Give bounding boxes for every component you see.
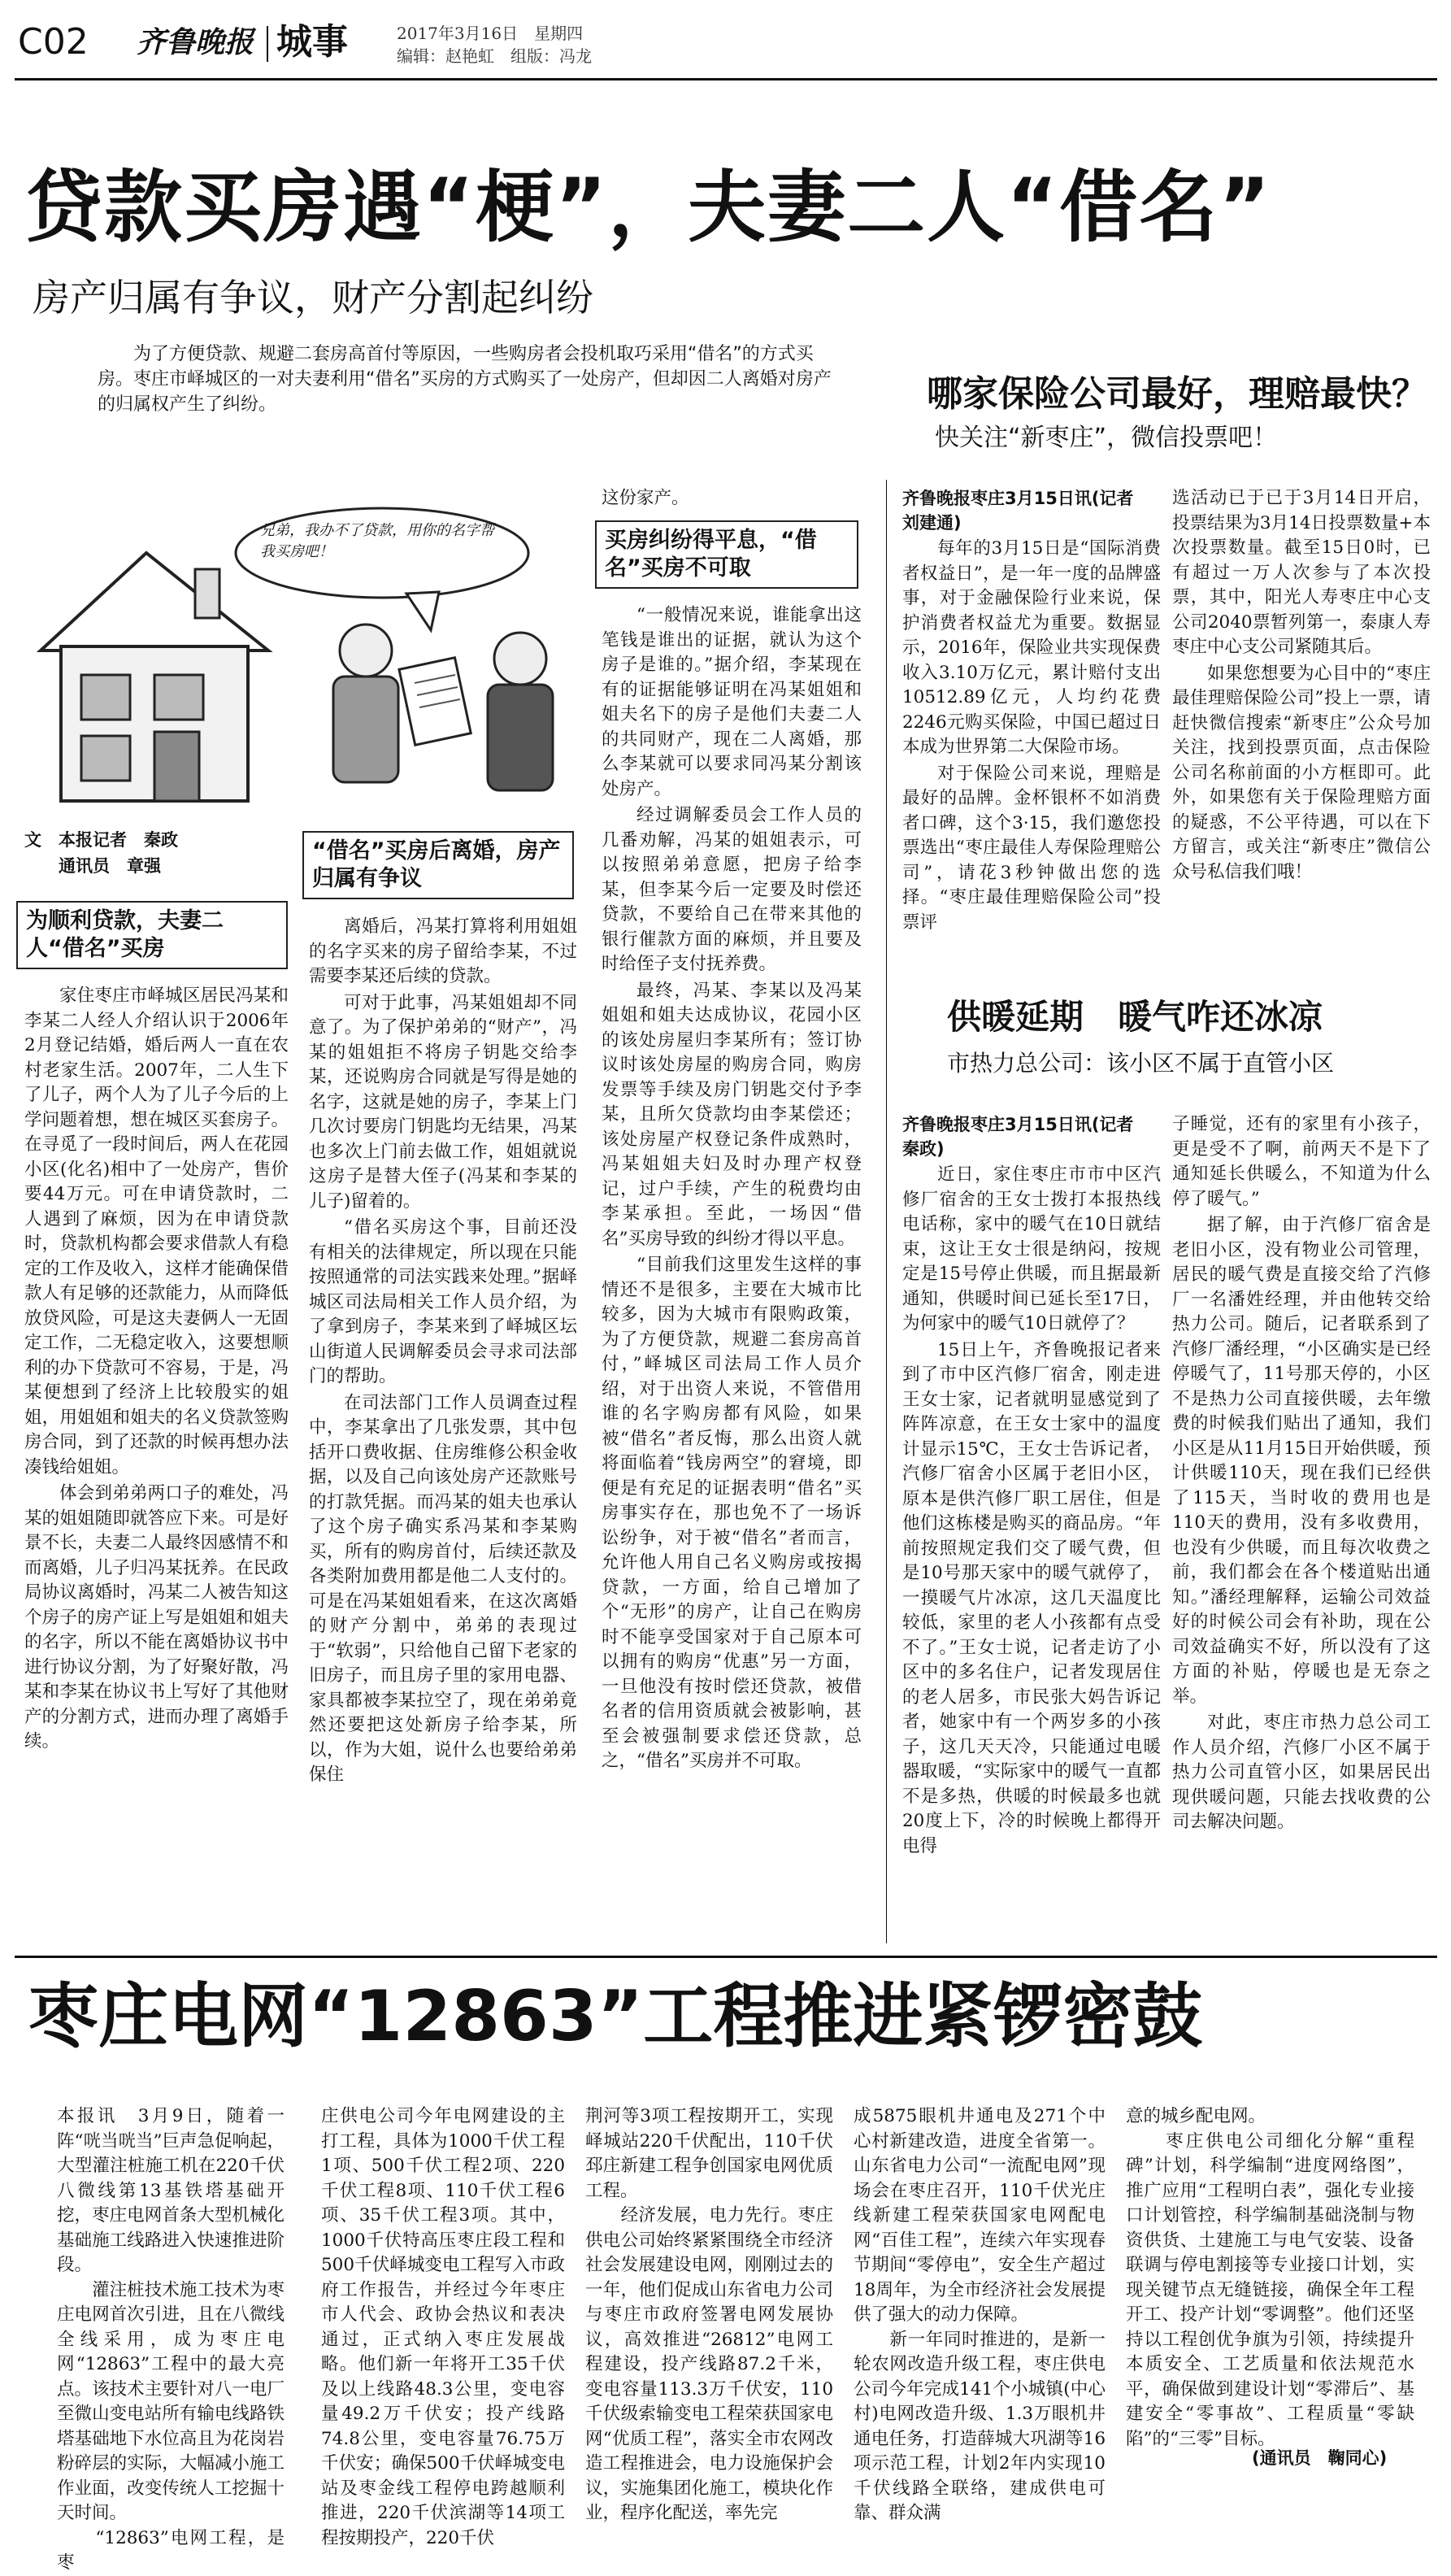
paragraph: 在司法部门工作人员调查过程中，李某拿出了几张发票，其中包括开口费收据、住房维修公积金收据，以及自己向该处房产还款账号的打款凭据。而冯某的姐夫也承认了这个房子确实系冯某和李某购买，所有的购房首付，后续还款及各类附加费用都是他二人支付的。可是在冯某姐姐看来，在这次离婚的财产分割中，弟弟的表现过于“软弱”，只给他自己留下老家的旧房子，而且房子里的家用电器、家具都被李某拉空了，现在弟弟竟然还要把这处新房子给李某，所以，作为大姐，说什么也要给弟弟保住 xyxy=(309,1392,577,1785)
paragraph: 对于保险公司来说，理赔是最好的品牌。金杯银杯不如消费者口碑，这个3·15，我们邀您投票选出“枣庄最佳人寿保险理赔公司”，请花3秒钟做出您的选择。“枣庄最佳理赔保险公司”投票评 xyxy=(902,763,1161,933)
insurance-title: 哪家保险公司最好，理赔最快？ xyxy=(927,373,1427,415)
page-number: C02 xyxy=(18,21,89,63)
paragraph: 近日，家住枣庄市市中区汽修厂宿舍的王女士拨打本报热线电话称，家中的暖气在10日就结束，这让王女士很是纳闷，按规定是15号停止供暖，而且据最新通知，供暖时间已延长至17日，为何家中的暖气10日就停了？ xyxy=(902,1164,1161,1334)
lead-column-2 xyxy=(309,915,577,1939)
heating-column-2 xyxy=(1172,1112,1431,1942)
paragraph: 对此，枣庄市热力总公司工作人员介绍，汽修厂小区不属于热力公司直管小区，如果居民出现供暖问题，只能去找收费的公司去解决问题。 xyxy=(1172,1712,1431,1832)
lead-summary: 为了方便贷款、规避二套房高首付等原因，一些购房者会投机取巧采用“借名”的方式买房。枣庄市峄城区的一对夫妻利用“借名”买房的方式购买了一处房产，但却因二人离婚对房产的归属权产生了纠纷。 xyxy=(98,344,832,415)
cartoon-speech-text: 兄弟，我办不了贷款，用你的名字帮我买房吧！ xyxy=(260,522,494,560)
paragraph: 15日上午，齐鲁晚报记者来到了市中区汽修厂宿舍，刚走进王女士家，记者就明显感觉到了阵阵凉意，在王女士家中的温度计显示15℃，王女士告诉记者，汽修厂宿舍小区属于老旧小区，原本是供汽修厂职工居住，但是他们这栋楼是购买的商品房。“年前按照规定我们交了暖气费，但是10号那天家中的暖气就停了，一摸暖气片冰凉，这几天温度比较低，家里的老人小孩都有点受不了。”王女士说，记者走访了小区中的多名住户，记者发现居住的老人居多，市民张大妈告诉记者，她家中有一个两岁多的小孩子，这几天天冷，只能通过电暖器取暖，“实际家中的暖气一直都不是多热，供暖的时候最多也就20度上下，冷的时候晚上都得开电得 xyxy=(902,1339,1161,1856)
grid-credit: (通讯员 鞠同心) xyxy=(1252,2448,1388,2468)
paragraph: 最终，冯某、李某以及冯某姐姐和姐夫达成协议，花园小区的该处房屋归李某所有；签订协议时该处房屋的购房合同，购房发票等手续及房门钥匙交付予李某，且所欠贷款均由李某偿还；该处房屋产权登记条件成熟时，冯某姐姐夫妇及时办理产权登记，过户手续，产生的税费均由李某承担。至此，一场因“借名”买房导致的纠纷才得以平息。 xyxy=(602,980,862,1249)
heating-dateline: 齐鲁晚报枣庄3月15日讯(记者 秦政) xyxy=(902,1115,1151,1159)
lead-subhead: 房产归属有争议，财产分割起纠纷 xyxy=(33,276,593,320)
column-divider xyxy=(886,480,887,1943)
cartoon-illustration xyxy=(24,488,585,813)
paragraph: 离婚后，冯某打算将利用姐姐的名字买来的房子留给李某，不过需要李某还后续的贷款。 xyxy=(309,916,577,986)
divider xyxy=(267,26,268,62)
paragraph: 可对于此事，冯某姐姐却不同意了。为了保护弟弟的“财产”，冯某的姐姐拒不将房子钥匙交给李某，还说购房合同就是写得是她的名字，这就是她的房子，李某上门几次讨要房门钥匙均无结果，冯某也多次上门前去做工作，姐姐就说这房子是替大侄子(冯某和李某的儿子)留着的。 xyxy=(309,992,577,1212)
lead-subtitle-3: 买房纠纷得平息，“借名”买房不可取 xyxy=(595,520,858,589)
masthead-rule xyxy=(15,78,1437,80)
grid-column-4: 成5875眼机井通电及271个中心村新建改造，进度全省第一。山东省电力公司“一流配电网”现场会在枣庄召开，110千伏光庄线新建工程荣获国家电网配电网“百佳工程”，连续六年实现春节期间“零停电”，安全生产超过18周年，为全市经济社会发展提供了强大的动力保障。 新一年同时推进的，是新一轮农网改造升级工程，枣庄供电公司今年完成141个小城镇(中心村)电网改造升级、1.3万眼机井通电任务，打造薛城大巩湖等16项示范工程，计划2年内实现10千伏线路全联络，建成供电可靠、群众满 xyxy=(854,2106,1106,2523)
editors: 编辑：赵艳虹 组版：冯龙 xyxy=(397,46,592,66)
lead-column-1 xyxy=(24,984,289,1935)
paragraph: 体会到弟弟两口子的难处，冯某的姐姐随即就答应下来。可是好景不长，夫妻二人最终因感情不和而离婚，儿子归冯某抚养。在民政局协议离婚时，冯某二人被告知这个房子的房产证上写是姐姐和姐夫的名字，所以不能在离婚协议书中进行协议分割，为了好聚好散，冯某和李某在协议书上写好了其他财产的分割方式，进而办理了离婚手续。 xyxy=(24,1483,289,1751)
lead-headline: 贷款买房遇“梗”，夫妻二人“借名” xyxy=(24,162,1272,253)
lead-byline-correspondent: 通讯员 章强 xyxy=(59,856,161,876)
masthead xyxy=(15,18,1437,76)
grid-column-1: 本报讯 3月9日，随着一阵“咣当咣当”巨声急促响起，大型灌注桩施工机在220千伏八微线第13基铁塔基础开挖，枣庄电网首条大型机械化基础施工线路进入快速推进阶段。 灌注桩技术施工技术为枣庄电网首次引进，且在八微线全线采用，成为枣庄电网“12863”工程中的最大亮点。该技术主要针对八一电厂至微山变电站所有输电线路铁塔基础地下水位高且为花岗岩粉碎层的实际，大幅减小施工作业面，改变传统人工挖掘十天时间。 “12863”电网工程，是枣 xyxy=(57,2106,285,2573)
heating-column-1 xyxy=(902,1163,1161,1943)
grid-column-5: 意的城乡配电网。 枣庄供电公司细化分解“重程碑”计划，科学编制“进度网络图”，推广应用“工程明白表”，强化专业接口计划管控，科学编制基础浇制与物资供货、土建施工与电气安装、设备联调与停电割接等专业接口计划，实现关键节点无缝链接，确保全年工程开工、投产计划“零调整”。他们还坚持以工程创优争旗为引领，持续提升本质安全、工艺质量和依法规范水平，确保做到建设计划“零滞后”、基建安全“零事故”、工程质量“零缺陷”的“三零”目标。 xyxy=(1126,2106,1414,2449)
lead-col3-lead-in: 这份家产。 xyxy=(602,488,689,508)
section-rule xyxy=(15,1956,1437,1958)
grid-headline: 枣庄电网“12863”工程推进紧锣密鼓 xyxy=(28,1976,1203,2057)
heating-subtitle: 市热力总公司：该小区不属于直管小区 xyxy=(947,1050,1335,1077)
grid-column-3: 荆河等3项工程按期开工，实现峄城站220千伏配出，110千伏邳庄新建工程争创国家电网优质工程。 经济发展，电力先行。枣庄供电公司始终紧紧围绕全市经济社会发展建设电网，刚刚过去的一年，他们促成山东省电力公司与枣庄市政府签署电网发展协议，高效推进“26812”电网工程建设，投产线路87.2千米，变电容量113.3万千伏安，110千伏级索输变电工程荣获国家电网“优质工程”，落实全市农网改造工程推进会，电力设施保护会议，实施集团化施工，模块化作业，程序化配送，率先完 xyxy=(585,2106,833,2523)
paragraph: 经过调解委员会工作人员的几番劝解，冯某的姐姐表示，可以按照弟弟意愿，把房子给李某，但李某今后一定要及时偿还贷款，不要给自己在带来其他的银行催款方面的麻烦，并且要及时给侄子支付抚养费。 xyxy=(602,805,862,974)
heating-title: 供暖延期 暖气咋还冰凉 xyxy=(947,997,1323,1037)
issue-date: 2017年3月16日 星期四 xyxy=(397,24,584,43)
paragraph: “目前我们这里发生这样的事情还不是很多，主要在大城市比较多，因为大城市有限购政策，为了方便贷款，规避二套房高首付，”峄城区司法局工作人员介绍，对于出资人来说，不管借用谁的名字购房都有风险，如果被“借名”者反悔，那么出资人就将面临着“钱房两空”的窘境，即便是有充足的证据表明“借名”买房事实存在，那也免不了一场诉讼纷争，对于被“借名”者而言，允许他人用自己名义购房或按揭贷款，一方面，给自己增加了个“无形”的房产，让自己在购房时不能享受国家对于自己原本可以拥有的购房“优惠”另一方面，一旦他没有按时偿还贷款，被借名者的信用资质就会被影响，甚至会被强制要求偿还贷款，总之，“借名”买房并不可取。 xyxy=(602,1255,862,1771)
paragraph: 据了解，由于汽修厂宿舍是老旧小区，没有物业公司管理，居民的暖气费是直接交给了汽修厂一名潘姓经理，并由他转交给热力公司。随后，记者联系到了汽修厂潘经理，“小区确实是已经停暖气了，11号那天停的，小区不是热力公司直接供暖，去年缴费的时候我们贴出了通知，我们小区是从11月15日开始供暖，预计供暖110天，现在我们已经供了115天，当时收的费用也是110天的费用，没有多收费用，也没有少供暖，而且每次收费之前，我们都会在各个楼道贴出通知。”潘经理解释，运输公司效益好的时候公司会有补助，现在公司效益确实不好，所以没有了这方面的补贴，停暖也是无奈之举。 xyxy=(1172,1215,1431,1707)
paper-name-logo: 齐鲁晚报 xyxy=(137,25,254,59)
insurance-dateline: 齐鲁晚报枣庄3月15日讯(记者 刘建通) xyxy=(902,489,1151,533)
grid-column-2: 庄供电公司今年电网建设的主打工程，具体为1000千伏工程1项、500千伏工程2项、220千伏工程8项、110千伏工程6项、35千伏工程3项。其中，1000千伏特高压枣庄段工程和500千伏峄城变电工程写入市政府工作报告，并经过今年枣庄市人代会、政协会热议和表决通过，正式纳入枣庄发展战略。他们新一年将开工35千伏及以上线路48.3公里，变电容量49.2万千伏安；投产线路74.8公里，变电容量76.75万千伏安；确保500千伏峄城变电站及枣金线工程停电跨越顺利推进，220千伏滨湖等14项工程按期投产，220千伏 xyxy=(321,2106,565,2548)
paragraph: 如果您想要为心目中的“枣庄最佳理赔保险公司”投上一票，请赶快微信搜索“新枣庄”公众号加关注，找到投票页面，点击保险公司名称前面的小方框即可。此外，如果您有关于保险理赔方面的疑惑，不公平待遇，可以在下方留言，或关注“新枣庄”微信公众号私信我们哦！ xyxy=(1172,663,1431,882)
paragraph: “借名买房这个事，目前还没有相关的法律规定，所以现在只能按照通常的司法实践来处理。”据峄城区司法局相关工作人员介绍，为了拿到房子，李某来到了峄城区坛山街道人民调解委员会寻求司法部门的帮助。 xyxy=(309,1217,577,1386)
lead-column-3 xyxy=(602,603,862,1941)
lead-subtitle-1: 为顺利贷款，夫妻二人“借名”买房 xyxy=(16,901,288,969)
paragraph: 每年的3月15日是“国际消费者权益日”，是一年一度的品牌盛事，对于金融保险行业来说，保护消费者权益尤为重要。数据显示，2016年，保险业共实现保费收入3.10万亿元，累计赔付支出10512.89亿元，人均约花费2246元购买保险，中国已超过日本成为世界第二大保险市场。 xyxy=(902,538,1161,757)
paragraph: 子睡觉，还有的家里有小孩子，更是受不了啊，前两天不是下了通知延长供暖么，不知道为什么停了暖气。” xyxy=(1172,1114,1431,1209)
section-name: 城事 xyxy=(276,21,348,63)
lead-subtitle-2: “借名”买房后离婚，房产归属有争议 xyxy=(302,831,574,899)
paragraph: “一般情况来说，谁能拿出这笔钱是谁出的证据，就认为这个房子是谁的。”据介绍，李某现在有的证据能够证明在冯某姐姐和姐夫名下的房子是他们夫妻二人的共同财产，现在二人离婚，那么李某就可以要求同冯某分割该处房产。 xyxy=(602,605,862,799)
paragraph: 选活动已于已于3月14日开启，投票结果为3月14日投票数量+本次投票数量。截至15日0时，已有超过一万人次参与了本次投票，其中，阳光人寿枣庄中心支公司2040票暂列第一，泰康人寿枣庄中心支公司紧随其后。 xyxy=(1172,488,1431,657)
insurance-subtitle: 快关注“新枣庄”，微信投票吧！ xyxy=(935,424,1278,452)
lead-byline-reporter: 文 本报记者 秦政 xyxy=(24,830,178,850)
paragraph: 家住枣庄市峄城区居民冯某和李某二人经人介绍认识于2006年2月登记结婚，婚后两人一直在农村老家生活。2007年，二人生下了儿子，两个人为了儿子今后的上学问题着想，想在城区买套房子。在寻觅了一段时间后，两人在花园小区(化名)相中了一处房产，售价要44万元。可在申请贷款时，二人遇到了麻烦，因为在申请贷款时，贷款机构都会要求借款人有稳定的工作及收入，这样才能确保借款人有足够的还款能力，从而降低放贷风险，可是这夫妻俩人一无固定工作，二无稳定收入，这要想顺利的办下贷款可不容易，于是，冯某便想到了经济上比较殷实的姐姐，用姐姐和姐夫的名义贷款签购房合同，到了还款的时候再想办法凑钱给姐姐。 xyxy=(24,986,289,1477)
